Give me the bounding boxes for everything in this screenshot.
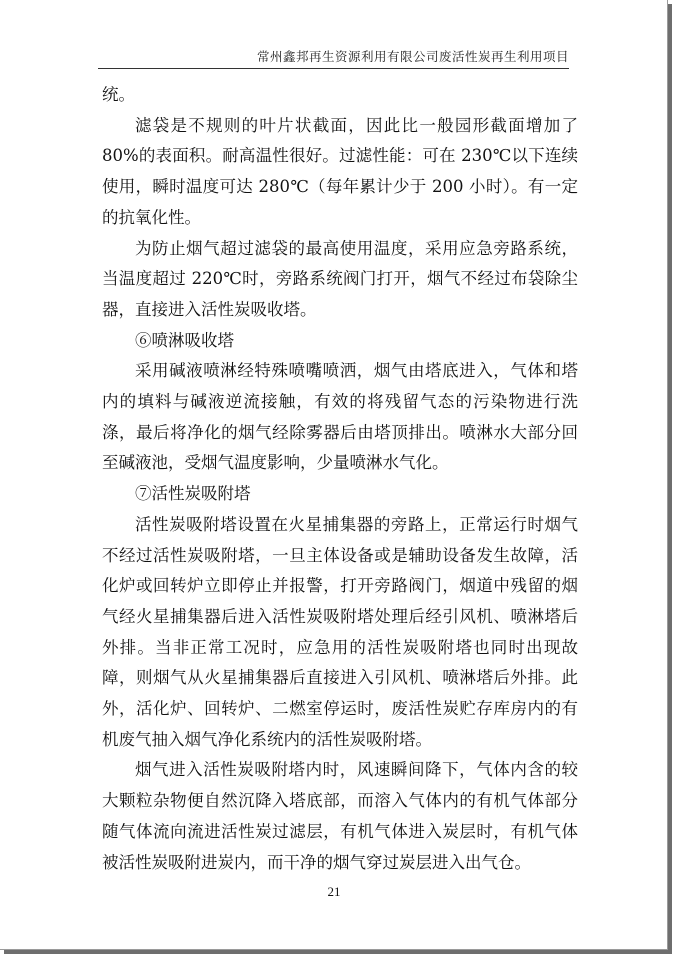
body-text [102,80,578,878]
paragraph: ⑥喷淋吸收塔 [135,330,234,350]
paragraph: 滤袋是不规则的叶片状截面，因此比一般园形截面增加了 80%的表面积。耐高温性很好。过滤性能：可在 230℃以下连续使用，瞬时温度可达 280℃（每年累计少于 200 小时）。有一定的抗氧化性。 [102,115,578,227]
paragraph: 活性炭吸附塔设置在火星捕集器的旁路上，正常运行时烟气不经过活性炭吸附塔，一旦主体设备或是辅助设备发生故障，活化炉或回转炉立即停止并报警，打开旁路阀门，烟道中残留的烟气经火星捕集器后进入活性炭吸附塔处理后经引风机、喷淋塔后外排。当非正常工况时，应急用的活性炭吸附塔也同时出现故障，则烟气从火星捕集器后直接进入引风机、喷淋塔后外排。此外，活化炉、回转炉、二燃室停运时，废活性炭贮存库房内的有机废气抽入烟气净化系统内的活性炭吸附塔。 [102,514,578,749]
paragraph: 统。 [102,85,135,104]
page-number: 21 [327,884,341,899]
paragraph: ⑦活性炭吸附塔 [135,484,251,504]
paragraph: 采用碱液喷淋经特殊喷嘴喷洒，烟气由塔底进入，气体和塔内的填料与碱液逆流接触，有效的将残留气态的污染物进行洗涤，最后将净化的烟气经除雾器后由塔顶排出。喷淋水大部分回至碱液池，受烟气温度影响，少量喷淋水气化。 [102,361,578,473]
running-header: 常州鑫邦再生资源利用有限公司废活性炭再生利用项目 [98,48,569,69]
paragraph: 烟气进入活性炭吸附塔内时，风速瞬间降下，气体内含的较大颗粒杂物便自然沉降入塔底部，而溶入气体内的有机气体部分随气体流向流进活性炭过滤层，有机气体进入炭层时，有机气体被活性炭吸附进炭内，而干净的烟气穿过炭层进入出气仓。 [102,760,578,872]
paragraph: 为防止烟气超过滤袋的最高使用温度，采用应急旁路系统，当温度超过 220℃时，旁路系统阀门打开，烟气不经过布袋除尘器，直接进入活性炭吸收塔。 [102,238,578,319]
